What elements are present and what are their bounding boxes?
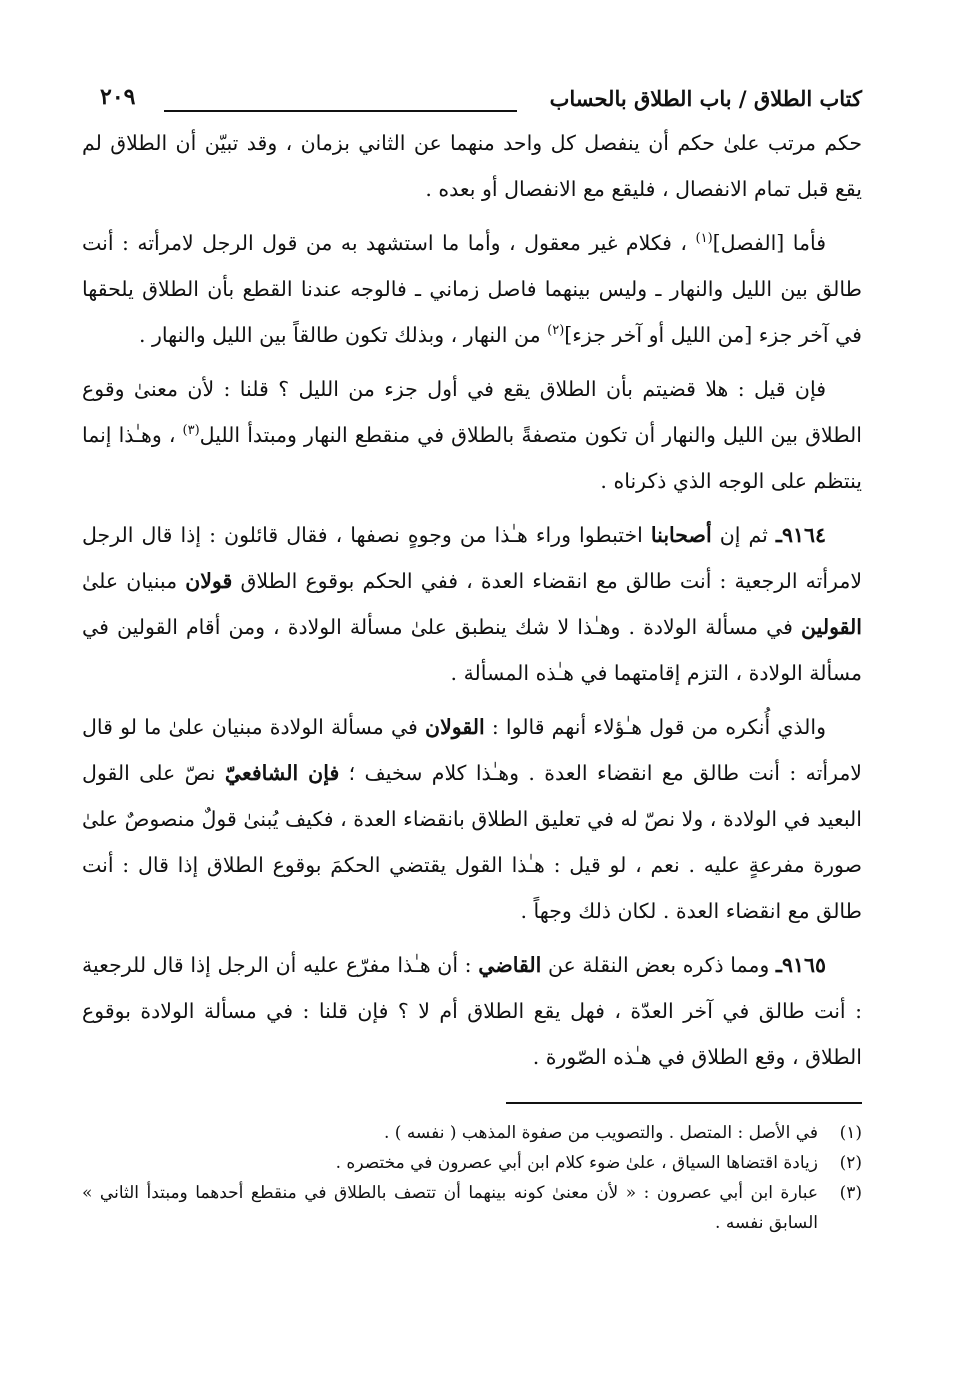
footnote-number: (١) (839, 1123, 862, 1143)
text-run: اختبطوا وراء هـٰذا من وجوهٍ نصفها ، فقال قائلون : إذا قال الرجل لامرأته الرجعية : أنت طالق مع انقضاء العدة ، ففي الحكم بوقوع الطلاق (82, 523, 863, 593)
footnote-text: زيادة اقتضاها السياق ، علىٰ ضوء كلام ابن أبي عصرون في مختصره . (335, 1153, 818, 1173)
footnote-text: في الأصل : المتصل . والتصويب من صفوة المذهب ( نفسه ) . (383, 1123, 818, 1143)
footnote-number: (٣) (839, 1183, 862, 1203)
text-run: فأما [الفصل] (712, 231, 826, 255)
body-text (82, 120, 862, 1080)
bold-term: أصحابنا (650, 523, 712, 547)
bold-term: القاضي (478, 953, 542, 977)
bold-term: فإن الشافعيّ (224, 761, 340, 785)
footnote (82, 1118, 862, 1148)
text-run: ، وهـٰذا إنما ينتظم على الوجه الذي ذكرناه . (82, 423, 862, 493)
running-header (82, 80, 862, 120)
paragraph-5 (82, 704, 862, 934)
text-run: في مسألة الولادة مبنيان علىٰ ما لو قال لامرأته : أنت طالق مع انقضاء العدة . وهـٰذا كلام سخيف ؛ (82, 715, 862, 785)
bold-term: ٩١٦٥ـ (775, 953, 826, 977)
footnote-ref: (١) (695, 231, 713, 247)
footnote-ref: (٣) (182, 423, 200, 439)
bold-term: القولان (425, 715, 485, 739)
text-run: مبنيان علىٰ (82, 569, 186, 593)
footnote (82, 1178, 862, 1238)
text-run: من النهار ، وبذلك تكون طالقاً بين الليل والنهار . (138, 323, 548, 347)
bold-term: قولان (185, 569, 233, 593)
text-run: ، فكلام غير معقول ، وأما ما استشهد به من قول الرجل لامرأته : أنت طالق بين الليل والنهار ـ وليس بينهما فاصل زماني ـ فالوجه عندنا القطع بأن الطلاق يلحقها في آخر جزء [من الليل أو آخر جزء] (82, 231, 862, 347)
footnote-ref: (٢) (547, 323, 565, 339)
header-title: كتاب الطلاق / باب الطلاق بالحساب (549, 86, 862, 111)
bold-term: القولين (801, 615, 862, 639)
bold-term: ٩١٦٤ـ (775, 523, 826, 547)
footnote-number: (٢) (839, 1153, 862, 1173)
text-run: : أن هـٰذا مفرّع عليه أن الرجل إذا قال للرجعية : أنت طالق في آخر العدّة ، فهل يقع الطلاق أم لا ؟ فإن قلنا : في مسألة الولادة بوقوع الطلاق ، وقع الطلاق في هـٰذه الصّورة . (82, 953, 862, 1069)
footnote-separator (506, 1102, 862, 1104)
text-run: في مسألة الولادة . وهـٰذا لا شك ينطبق علىٰ مسألة الولادة ، ومن أقام القولين في مسألة الولادة ، التزم إقامتهما في هـٰذه المسألة . (82, 615, 862, 685)
text-run: حكم مرتب علىٰ حكم أن ينفصل كل واحد منهما عن الثاني بزمان ، وقد تبيّن أن الطلاق لم يقع قبل تمام الانفصال ، فليقع مع الانفصال أو بعده . (82, 131, 862, 201)
paragraph-3 (82, 366, 862, 504)
text-run: فإن قيل : هلا قضيتم بأن الطلاق يقع في أول جزء من الليل ؟ قلنا : لأن معنىٰ وقوع الطلاق بين الليل والنهار أن تكون متصفةً بالطلاق في منقطع النهار ومبتدأ الليل (82, 377, 862, 447)
paragraph-6 (82, 942, 862, 1080)
book-page (82, 80, 862, 1238)
footnote-text: عبارة ابن أبي عصرون : « لأن معنىٰ كونه بينهما أن تتصف بالطلاق في منقطع أحدهما ومبتدأ الثاني » السابق نفسه . (82, 1183, 818, 1233)
footnotes (82, 1118, 862, 1238)
paragraph-2 (82, 220, 862, 358)
page-number: ٢٠٩ (100, 84, 136, 110)
text-run: والذي أُنكره من قول هـٰؤلاء أنهم قالوا : (484, 715, 827, 739)
text-run: نصّ على القول البعيد في الولادة ، ولا نصّ له في تعليق الطلاق بانقضاء العدة ، فكيف يُبنىٰ قولٌ منصوصٌ علىٰ صورة مفرعةٍ عليه . نعم ، لو قيل : هـٰذا القول يقتضي الحكمَ بوقوع الطلاق إذا قال : أنت طالق مع انقضاء العدة . لكان ذلك وجهاً . (82, 761, 862, 923)
paragraph-1 (82, 120, 862, 212)
paragraph-4 (82, 512, 862, 696)
footnote (82, 1148, 862, 1178)
text-run: ومما ذكره بعض النقلة عن (541, 953, 776, 977)
header-rule (164, 110, 517, 112)
text-run: ثم إن (711, 523, 776, 547)
